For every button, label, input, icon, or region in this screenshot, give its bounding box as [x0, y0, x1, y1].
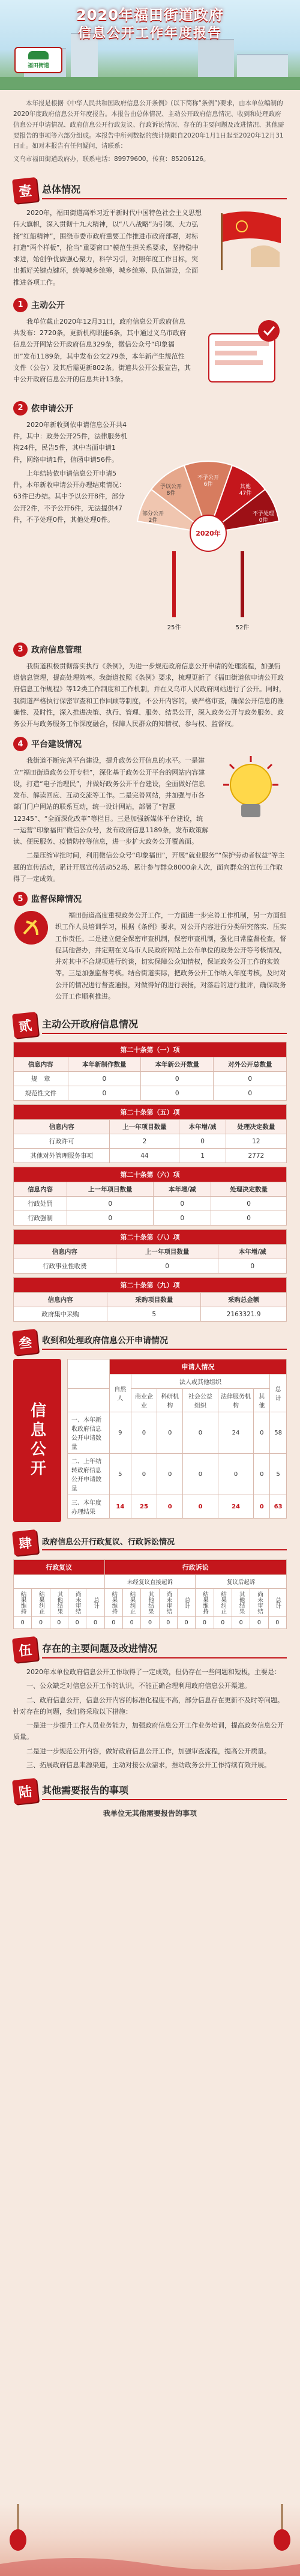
table-header: 社会公益组织: [183, 1389, 218, 1412]
fan-center-label: 2020年: [196, 529, 221, 537]
section-2-header: [13, 1013, 287, 1037]
table-band: 行政诉讼: [104, 1560, 286, 1575]
subsection-title: 平台建设情况: [31, 740, 82, 750]
table-header: 信息内容: [14, 1182, 67, 1197]
fan-value: 47件: [239, 490, 252, 497]
regulation-table: [13, 1042, 287, 1101]
table-row: 政府集中采购 5 2163321.9: [14, 1307, 287, 1322]
table-band: 第二十条第（八）项: [14, 1230, 287, 1245]
section-title: 存在的主要问题及改进情况: [42, 1641, 287, 1658]
problems-paragraph: 一是进一步提升工作人员业务能力，加强政府信息公开工作业务培训，提高政务信息公开质量。: [13, 1722, 284, 1741]
title-line-1: 2020年福田街道政府: [76, 7, 224, 23]
disclosure-illustration: [197, 316, 287, 394]
fan-label: 不予处理: [252, 510, 275, 517]
platform-paragraph-2: 二是压缩审批时间，利用微信公众号“印象福田”，开展“就业服务”“保护劳动者权益”等主题的宣传活动，累计开展宣传活动52场、累计参与群众8000余人次，面向群众的宣传工作取得了一定成效。: [13, 851, 285, 883]
table-header: 采购项目数量: [107, 1293, 201, 1307]
section-number: 贰: [12, 1012, 38, 1038]
table-row: 规 章 0 0 0: [14, 1072, 287, 1086]
section-number: 壹: [12, 177, 38, 204]
fee-table: [13, 1229, 287, 1274]
table-band: 第二十条第（五）项: [14, 1105, 287, 1120]
table-header: 处理决定数量: [226, 1120, 286, 1134]
fan-value: 2件: [148, 517, 158, 524]
table-header: 科研机构: [157, 1389, 183, 1412]
application-table: [67, 1359, 287, 1519]
license-table: [13, 1104, 287, 1163]
subsection-number: 1: [13, 298, 28, 312]
application-fan-chart: [133, 419, 283, 635]
subsection-number: 5: [13, 892, 28, 906]
table-header: 自然人: [110, 1374, 131, 1412]
fan-bottom-right: 52件: [235, 624, 250, 631]
subsection-title: 监督保障情况: [31, 895, 82, 905]
subsection-5-header: [13, 892, 287, 906]
table-header: 法人或其他组织: [131, 1374, 270, 1389]
fan-label: 不予公开: [197, 474, 220, 481]
subsection-4-header: [13, 737, 287, 751]
table-header: 本年增/减: [218, 1245, 287, 1259]
intro-contact: 义乌市福田街道政府办，联系电话：89979600，传真：85206126。: [13, 156, 210, 163]
section-number: 叁: [12, 1329, 38, 1355]
subsection-2-header: [13, 401, 287, 416]
fan-label: 部分公开: [142, 510, 164, 517]
table-band: 第二十条第（九）项: [14, 1278, 287, 1293]
title-line-2: 信息公开工作年度报告: [77, 26, 222, 41]
table-header: 上一年项目数量: [67, 1182, 154, 1197]
overview-paragraph: 2020年，福田街道高举习近平新时代中国特色社会主义思想伟大旗帜，深入贯彻十九大精神，以“八八战略”为引领、大力弘扬“红船精神”，围绕市委市政府重要工作推进市政府部署，对标打造“两个样板”，抢当“重要窗口”模范生担关系要求，坚持稳中求进，始创争优做强心聚力，科学习引，对照年度工作目标，突出抓好关键点键环，统筹城乡统筹，城乡统筹、队伍建设，全面推进各项工作。: [13, 209, 202, 286]
subsection-title: 主动公开: [31, 300, 65, 310]
problems-paragraph: 二是进一步规范公开内容，做好政府信息公开工作，加强审查流程，提高公开质量。: [26, 1747, 271, 1755]
review-lawsuit-table: 行政复议 行政诉讼 未经复议直接起诉 复议后起诉 结果维持 结果纠正 其他结果 尚未审结 总计 结果维持 结果纠正 其他结果 尚未审结 总计 结果维持 结果纠正 其他结果 尚未审结 总计 0 0 0 0 0 0 0 0 0 0 0 0 0 0 0: [13, 1559, 287, 1629]
party-emblem-icon: [13, 910, 49, 946]
table-row: 其他对外管理服务事项 44 1 2772: [14, 1149, 287, 1163]
intro-text: 本年报是根据《中华人民共和国政府信息公开条例》(以下简称“条例”)要求，由本单位编制的2020年度政府信息公开年度报告。本报告由总体情况、主动公开政府信息情况、收到和处理政府信息公开申请情况、政府信息公开行政复议、行政诉讼情况、存在的主要问题及改进情况、其他需要报告的事项等六部分组成。本报告中所列数据的统计期限自2020年1月1日起至2020年12月31日止。如对本报告有任何疑问，请联系：: [13, 100, 284, 150]
table-row: 一、本年新收政府信息公开申请数量 9 0 0 0 24 0 58: [68, 1412, 287, 1454]
table-header: 上一年项目数量: [116, 1245, 218, 1259]
table-row: 二、上年结转政府信息公开申请数量 5 0 0 0 0 0 5: [68, 1454, 287, 1495]
active-disclosure-paragraph: 我单位截止2020年12月31日，政府信息公开政府信息共发布：2720条，更新机构职能6条，其中通过义乌市政府信息公开网站公开政府信息329条，微信公众号“印象福田”发布1189条，其中发布公文279条，本年新产生规范性文件（公告）及其后需更新802条。街道共公开公报宣告，其中公开政府信息公开的信息共计13条。: [13, 317, 191, 384]
table-header: 对外公开总数量: [214, 1057, 287, 1072]
section-title: 政府信息公开行政复议、行政诉讼情况: [42, 1535, 287, 1550]
table-row: 规范性文件 0 0 0: [14, 1086, 287, 1101]
subsection-3-header: [13, 642, 287, 657]
fan-bottom-left: 25件: [167, 624, 181, 631]
penalty-table: [13, 1167, 287, 1226]
district-logo: 福田街道: [14, 47, 62, 73]
subsection-number: 2: [13, 401, 28, 416]
intro: [0, 90, 300, 170]
info-disclosure-badge: 信息公开: [13, 1359, 61, 1522]
problems-paragraph: 三、拓展政府信息来源渠道，主动对接公众需求，推动政务公开工作持续有效开展。: [26, 1761, 271, 1769]
table-row: 三、本年度办理结果 14 25 0 0 24 0 63: [68, 1495, 287, 1519]
fan-value: 6件: [203, 481, 213, 488]
table-row: 行政强制 0 0 0: [14, 1211, 287, 1226]
table-header: 上一年项目数量: [110, 1120, 179, 1134]
table-header: 复议后起诉: [196, 1575, 287, 1589]
table-header: 未经复议直接起诉: [104, 1575, 196, 1589]
header-banner: [0, 0, 300, 90]
table-band: 第二十条第（六）项: [14, 1167, 287, 1182]
table-row: 行政事业性收费 0 0: [14, 1259, 287, 1274]
section-number: 伍: [12, 1636, 38, 1663]
section-number: 陆: [12, 1778, 38, 1804]
subsection-number: 4: [13, 737, 28, 751]
party-flag-illustration: [209, 207, 287, 273]
application-paragraph-2: 上年结转依申请信息公开申请5件，本年新收申请公开办理结束情况：63件已办结。其中予以公开8件，部分公开2件，不予公开6件，无法提供47件，不予处理0件，其他处理0件。: [13, 469, 125, 524]
report-title: [0, 6, 300, 42]
table-header: 法律服务机构: [218, 1389, 254, 1412]
table-row: 0 0 0 0 0 0 0 0 0 0 0 0 0 0 0: [14, 1617, 287, 1629]
subsection-title: 依申请公开: [31, 404, 73, 414]
table-header: 处理决定数量: [211, 1182, 287, 1197]
problems-paragraph: 一、公众缺乏对信息公开工作的认识，不能正确合理利用政府信息公开渠道。: [26, 1682, 251, 1690]
lantern-decoration: [0, 2504, 300, 2576]
table-header: 本年增/减: [154, 1182, 211, 1197]
footer-decoration: [0, 2504, 300, 2576]
oversight-paragraph: 福田街道高度重视政务公开工作，一方面进一步完善工作机制，另一方面组织工作人员培训学习，根据《条例》要求，对公开内容进行分类研究落实、压实工作责任。二是建立健全保密审查机制，保密审查机制，强化日常监督检查，督促其他督办，并定期在义乌市人民政府网站上公布单位的政务公开等考核情况，并对其中不合规项进行约谈，切实保障公众知情权，保证政务公开工作的实效等。三是加强监督考核。结合街道实际，把政务公开工作纳入年度考核，及时对公开的情况进行督查通报，对做得好的进行表扬，对落后的进行批评，确保政务公开工作顺利推进。: [55, 912, 286, 1000]
table-header: 信息内容: [14, 1293, 107, 1307]
table-header: 总计: [270, 1374, 287, 1412]
table-band: 行政复议: [14, 1560, 105, 1575]
table-row: 行政许可 2 0 12: [14, 1134, 287, 1149]
section-5-header: [13, 1637, 287, 1661]
lightbulb-icon: [215, 755, 287, 833]
section-title: 其他需要报告的事项: [42, 1783, 287, 1800]
fan-value: 0件: [259, 517, 268, 524]
table-header: 信息内容: [14, 1120, 110, 1134]
section-title: 主动公开政府信息情况: [42, 1017, 287, 1034]
table-header: 本年增/减: [179, 1120, 226, 1134]
table-band: 第二十条第（一）项: [14, 1042, 287, 1057]
application-paragraph-1: 2020年新收到依申请信息公开共4件，其中：政务公开25件，法律服务机构24件，民告5件，其中当面申请1件，网络申请1件，信函申请56件。: [13, 420, 127, 464]
subsection-1-header: [13, 298, 287, 312]
info-management-paragraph: 我街道积极贯彻落实执行《条例》，为进一步规范政府信息公开申请的处理流程，加强街道信息管理，提高处理效率。我街道按照《条例》要求，梳理更新了《福田街道依申请公开政府信息工作规程》等12类工作制度和工作机制，并在义乌市人民政府网站进行了公开。同时，我街道严格执行保密审查和工作回顾等制度，不公开内容的，要严格审查，确保公开信息的准确性、及时性，深入推进决策、执行、管理、服务、结果公开，深入政务公开与政务服务、政务公开与政务服务工作深度融合，保障人民群众的知情权、参与权、监督权。: [13, 662, 286, 728]
section-title: 收到和处理政府信息公开申请情况: [42, 1334, 287, 1350]
table-header: 信息内容: [14, 1057, 68, 1072]
table-header: 信息内容: [14, 1245, 116, 1259]
table-header: 采购总金额: [201, 1293, 287, 1307]
subsection-title: 政府信息管理: [31, 645, 82, 655]
section-number: 肆: [12, 1529, 38, 1556]
section-4-header: [13, 1531, 287, 1555]
platform-paragraph-1: 我街道不断完善平台建设，提升政务公开信息的水平。一是建立“福田街道政务公开专栏”，深化基于政务公开平台的网站内容建设，打造“电子治理民”，并做好政务公开平台建设，全面做好信息发布、解读回应、互动交流等工作。二是完善网站，并加强与市各部门门户网站的联系互动，统一设计网站，部署了“智慧12345”、“全面深化改革”等栏目。三是加强新媒体平台建设，统一运营“印象福田”微信公众号，发布政府信息1189条，发布政策解读、便民服务、疫情防控等信息，进一步扩大政务公开覆盖面。: [13, 757, 209, 846]
section-1-header: [13, 178, 287, 202]
table-band: 申请人情况: [110, 1359, 287, 1374]
fan-value: 8件: [166, 490, 176, 497]
table-header: 本年新公开数量: [141, 1057, 214, 1072]
section-6-header: [13, 1779, 287, 1803]
section-title: 总体情况: [42, 182, 287, 199]
building-icon: [28, 51, 49, 59]
procurement-table: [13, 1277, 287, 1322]
problems-paragraph: 2020年本单位政府信息公开工作取得了一定成效，但仍存在一些问题和短板，主要是：: [26, 1668, 281, 1677]
table-header: 商业企业: [131, 1389, 157, 1412]
table-row: 行政处罚 0 0 0: [14, 1197, 287, 1211]
fan-label: 予以公开: [160, 483, 182, 490]
table-header: 本年新制作数量: [68, 1057, 140, 1072]
fan-label: 其他: [239, 483, 251, 490]
other-matters-text: 我单位无其他需要报告的事项: [103, 1809, 197, 1818]
problems-paragraph: 二、政府信息公开，信息公开内容的标准化程度不高，部分信息存在更新不及时等问题。针对存在的问题，我们将采取以下措施：: [13, 1696, 284, 1716]
section-3-header: [13, 1330, 287, 1354]
subsection-number: 3: [13, 642, 28, 657]
table-header: 其他: [254, 1389, 270, 1412]
